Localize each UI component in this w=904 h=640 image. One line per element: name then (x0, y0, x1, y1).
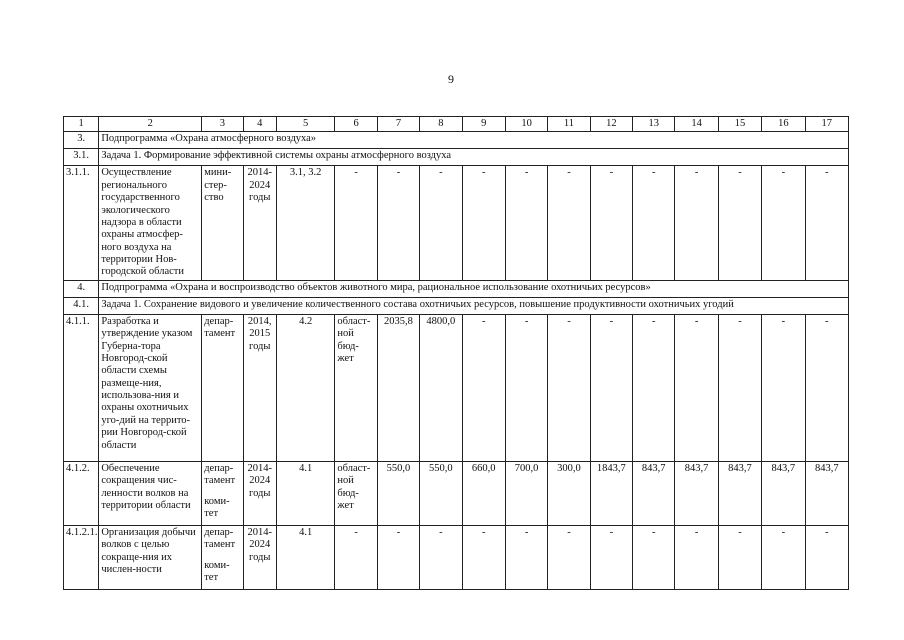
value-cell: 700,0 (505, 461, 547, 525)
value-cell: - (718, 525, 761, 589)
section-row (64, 297, 849, 314)
section-number: 4.1. (64, 297, 99, 314)
executor: депар-тамент (202, 314, 243, 461)
col-num-cell: 6 (335, 117, 377, 132)
value-cell: - (633, 525, 675, 589)
table-row (64, 461, 849, 525)
col-num-cell: 10 (505, 117, 547, 132)
funding-source: област-ной бюд-жет (335, 461, 377, 525)
period: 2014-2024 годы (243, 166, 276, 280)
value-cell: - (420, 166, 462, 280)
value-cell: - (548, 525, 590, 589)
target-indicator: 4.1 (276, 461, 335, 525)
activity-name: Обеспечение сокращения чис-ленности волков на территории области (99, 461, 202, 525)
value-cell: - (762, 525, 805, 589)
executor-primary: депар-тамент (204, 462, 236, 487)
value-cell: 550,0 (377, 461, 419, 525)
section-title: Задача 1. Сохранение видового и увеличение количественного состава охотничьих ресурсов, повышение продуктивности охотничьих угодий (99, 297, 849, 314)
col-num-cell: 16 (762, 117, 805, 132)
page-number: 9 (448, 72, 454, 86)
value-cell: - (762, 166, 805, 280)
section-number: 3. (64, 132, 99, 149)
col-num-cell: 14 (675, 117, 718, 132)
value-cell: - (548, 314, 590, 461)
value-cell: 843,7 (633, 461, 675, 525)
value-cell: - (462, 166, 505, 280)
value-cell: - (675, 525, 718, 589)
col-num-cell: 15 (718, 117, 761, 132)
value-cell: - (548, 166, 590, 280)
value-cell: - (633, 166, 675, 280)
row-number: 4.1.2.1. (64, 525, 99, 589)
section-row (64, 132, 849, 149)
value-cell: 4800,0 (420, 314, 462, 461)
value-cell: - (590, 314, 632, 461)
activity-name: Организация добычи волков с целью сокраще-ния их числен-ности (99, 525, 202, 589)
value-cell: - (805, 314, 848, 461)
target-indicator: 4.1 (276, 525, 335, 589)
value-cell: 843,7 (762, 461, 805, 525)
section-title: Подпрограмма «Охрана атмосферного воздуха» (99, 132, 849, 149)
col-num-cell: 1 (64, 117, 99, 132)
col-num-cell: 8 (420, 117, 462, 132)
row-number: 3.1.1. (64, 166, 99, 280)
value-cell: - (805, 525, 848, 589)
funding-source: област-ной бюд-жет (335, 314, 377, 461)
section-row (64, 280, 849, 297)
value-cell: 550,0 (420, 461, 462, 525)
value-cell: - (590, 525, 632, 589)
value-cell: 843,7 (718, 461, 761, 525)
value-cell: - (675, 314, 718, 461)
value-cell: - (505, 525, 547, 589)
col-num-cell: 12 (590, 117, 632, 132)
value-cell: 660,0 (462, 461, 505, 525)
value-cell: - (462, 314, 505, 461)
value-cell: 1843,7 (590, 461, 632, 525)
col-num-cell: 9 (462, 117, 505, 132)
activity-name: Осуществление регионального государственного экологического надзора в области охраны атмосфер-ного воздуха на территории Нов-городской области (99, 166, 202, 280)
table-row (64, 166, 849, 280)
col-num-cell: 13 (633, 117, 675, 132)
col-num-cell: 17 (805, 117, 848, 132)
table-row (64, 525, 849, 589)
value-cell: - (675, 166, 718, 280)
period: 2014, 2015 годы (243, 314, 276, 461)
funding-source: - (335, 166, 377, 280)
executor-secondary: коми-тет (204, 559, 230, 583)
period: 2014-2024 годы (243, 461, 276, 525)
program-table (63, 116, 849, 590)
section-row (64, 149, 849, 166)
value-cell: 2035,8 (377, 314, 419, 461)
value-cell: 843,7 (675, 461, 718, 525)
value-cell: - (805, 166, 848, 280)
col-num-cell: 4 (243, 117, 276, 132)
value-cell: - (762, 314, 805, 461)
section-title: Задача 1. Формирование эффективной системы охраны атмосферного воздуха (99, 149, 849, 166)
value-cell: - (377, 525, 419, 589)
col-num-cell: 2 (99, 117, 202, 132)
row-number: 4.1.2. (64, 461, 99, 525)
col-num-cell: 11 (548, 117, 590, 132)
value-cell: - (590, 166, 632, 280)
column-number-row (64, 117, 849, 132)
activity-name: Разработка и утверждение указом Губерна-тора Новгород-ской области схемы размеще-ния, использова-ния и охраны охотничьих уго-дий на террито-рии Новгород-ской области (99, 314, 202, 461)
funding-source: - (335, 525, 377, 589)
target-indicator: 4.2 (276, 314, 335, 461)
table-row (64, 314, 849, 461)
executor (202, 525, 243, 589)
value-cell: - (633, 314, 675, 461)
target-indicator: 3.1, 3.2 (276, 166, 335, 280)
value-cell: - (718, 166, 761, 280)
col-num-cell: 5 (276, 117, 335, 132)
value-cell: - (462, 525, 505, 589)
value-cell: - (420, 525, 462, 589)
value-cell: - (718, 314, 761, 461)
col-num-cell: 7 (377, 117, 419, 132)
value-cell: - (377, 166, 419, 280)
value-cell: 300,0 (548, 461, 590, 525)
executor (202, 461, 243, 525)
executor: мини-стер-ство (202, 166, 243, 280)
period: 2014-2024 годы (243, 525, 276, 589)
section-number: 3.1. (64, 149, 99, 166)
section-title: Подпрограмма «Охрана и воспроизводство объектов животного мира, рациональное использование охотничьих ресурсов» (99, 280, 849, 297)
value-cell: - (505, 166, 547, 280)
col-num-cell: 3 (202, 117, 243, 132)
executor-secondary: коми-тет (204, 495, 230, 519)
section-number: 4. (64, 280, 99, 297)
value-cell: - (505, 314, 547, 461)
value-cell: 843,7 (805, 461, 848, 525)
row-number: 4.1.1. (64, 314, 99, 461)
executor-primary: депар-тамент (204, 526, 236, 551)
